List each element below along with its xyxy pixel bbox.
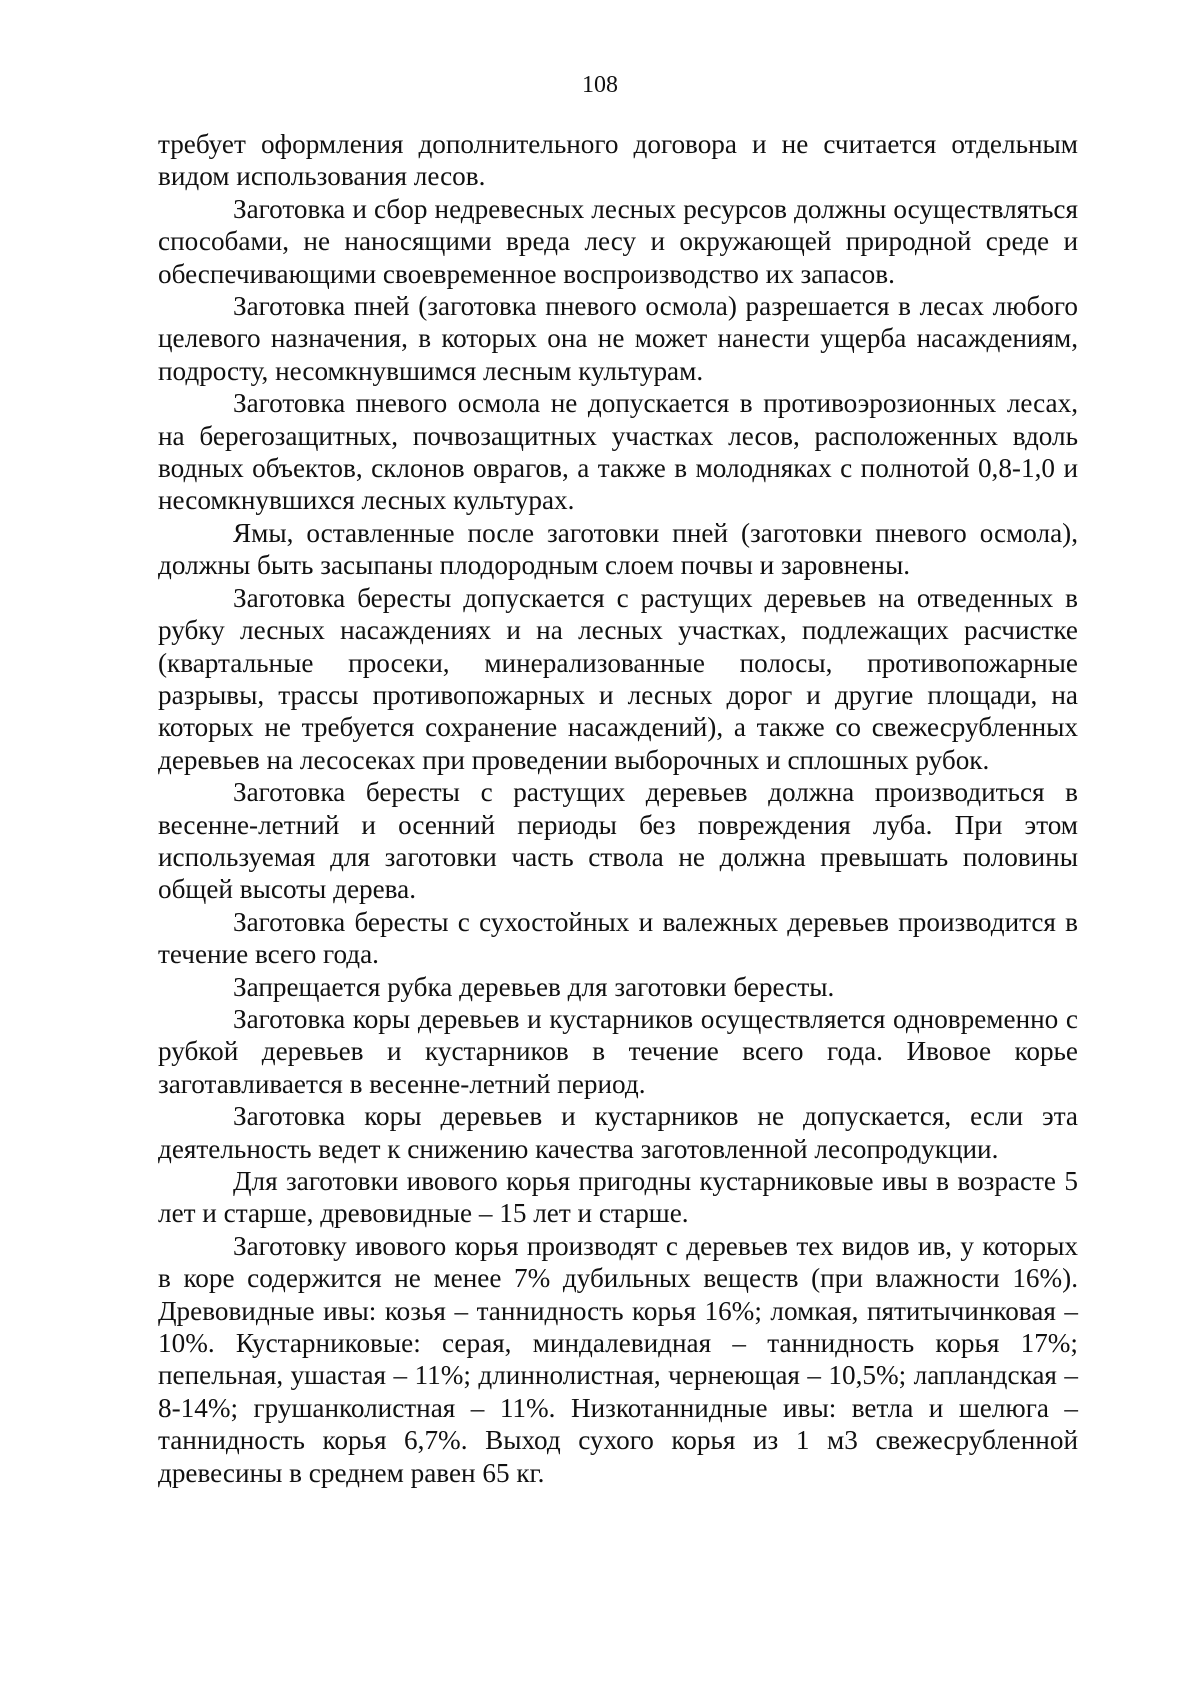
paragraph: Заготовку ивового корья производят с деревьев тех видов ив, у которых в коре содержится не менее 7% дубильных веществ (при влажности 16%). Древовидные ивы: козья – таннидность корья 16%; ломкая, пятитычинковая – 10%. Кустарниковые: серая, миндалевидная – таннидность корья 17%; пепельная, ушастая – 11%; длиннолистная, чернеющая – 10,5%; лапландская – 8-14%; грушанколистная – 11%. Низкотаннидные ивы: ветла и шелюга – таннидность корья 6,7%. Выход сухого корья из 1 м3 свежесрубленной древесины в среднем равен 65 кг. xyxy=(158,1230,1078,1488)
paragraph: Для заготовки ивового корья пригодны кустарниковые ивы в возрасте 5 лет и старше, древовидные – 15 лет и старше. xyxy=(158,1166,1078,1229)
paragraph: Заготовка пней (заготовка пневого осмола) разрешается в лесах любого целевого назначения, в которых она не может нанести ущерба насаждениям, подросту, несомкнувшимся лесным культурам. xyxy=(158,291,1078,386)
paragraph: Заготовка бересты допускается с растущих деревьев на отведенных в рубку лесных насаждениях и на лесных участках, подлежащих расчистке (квартальные просеки, минерализованные полосы, противопожарные разрывы, трассы противопожарных и лесных дорог и другие площади, на которых не требуется сохранение насаждений), а также со свежесрубленных деревьев на лесосеках при проведении выборочных и сплошных рубок. xyxy=(158,582,1078,775)
paragraph: Ямы, оставленные после заготовки пней (заготовки пневого осмола), должны быть засыпаны плодородным слоем почвы и заровнены. xyxy=(158,517,1078,581)
paragraph: Заготовка коры деревьев и кустарников осуществляется одновременно с рубкой деревьев и кустарников в течение всего года. Ивовое корье заготавливается в весенне-летний период. xyxy=(158,1003,1078,1099)
page-number: 108 xyxy=(582,72,618,98)
paragraph: Заготовка бересты с растущих деревьев должна производиться в весенне-летний и осенний периоды без повреждения луба. При этом используемая для заготовки часть ствола не должна превышать половины общей высоты дерева. xyxy=(158,777,1078,905)
paragraph: Заготовка коры деревьев и кустарников не допускается, если эта деятельность ведет к снижению качества заготовленной лесопродукции. xyxy=(158,1101,1078,1164)
paragraph-continuation: требует оформления дополнительного договора и не считается отдельным видом использования лесов. xyxy=(158,129,1078,192)
paragraph: Запрещается рубка деревьев для заготовки бересты. xyxy=(233,971,835,1002)
document-body xyxy=(158,128,1078,1489)
paragraph: Заготовка и сбор недревесных лесных ресурсов должны осуществляться способами, не наносящими вреда лесу и окружающей природной среде и обеспечивающими своевременное воспроизводство их запасов. xyxy=(158,193,1078,289)
paragraph: Заготовка бересты с сухостойных и валежных деревьев производится в течение всего года. xyxy=(158,906,1078,970)
paragraph: Заготовка пневого осмола не допускается в противоэрозионных лесах, на берегозащитных, почвозащитных участках лесов, расположенных вдоль водных объектов, склонов оврагов, а также в молодняках с полнотой 0,8-1,0 и несомкнувшихся лесных культурах. xyxy=(158,388,1078,516)
